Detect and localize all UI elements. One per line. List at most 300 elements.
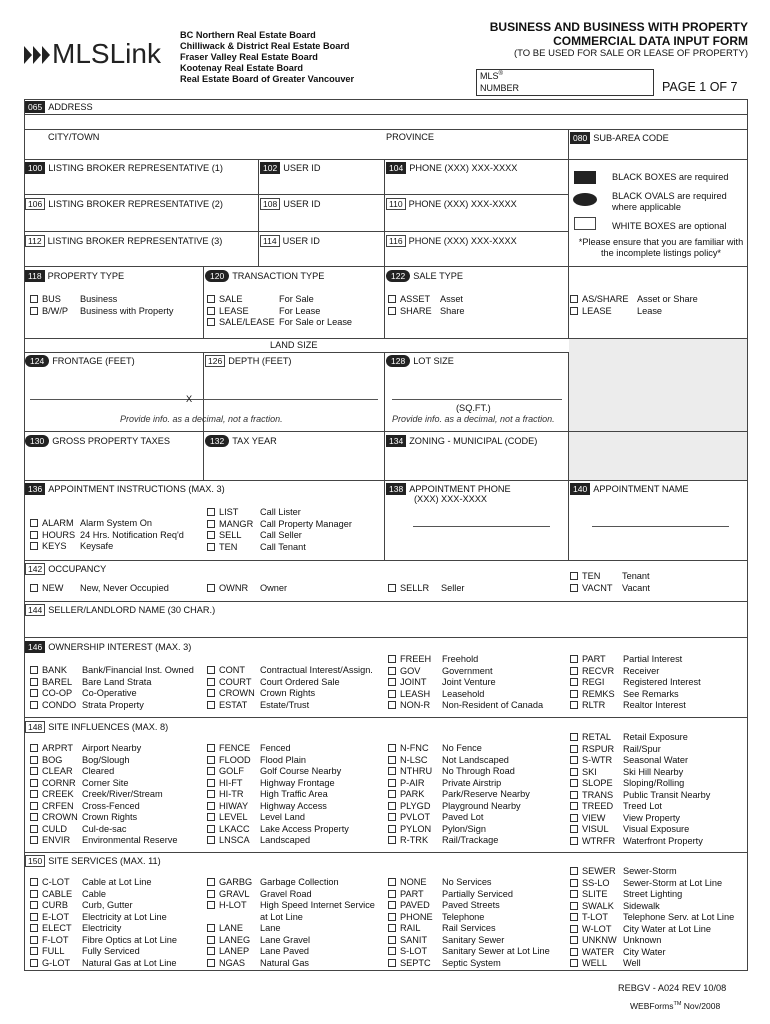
checkbox[interactable] — [388, 947, 396, 955]
option-row[interactable] — [207, 889, 387, 901]
option-description: Fenced — [260, 743, 291, 753]
checkbox[interactable] — [570, 913, 578, 921]
option-row[interactable] — [388, 294, 568, 306]
option-row[interactable] — [30, 518, 210, 530]
option-code: B/W/P — [42, 305, 69, 316]
option-row[interactable] — [207, 677, 387, 689]
option-code: HOURS — [42, 529, 76, 540]
checkbox[interactable] — [207, 543, 215, 551]
checkbox[interactable] — [30, 936, 38, 944]
legend-black-oval-icon — [573, 193, 597, 206]
checkbox[interactable] — [388, 667, 396, 675]
option-row[interactable] — [570, 654, 750, 666]
address-label[interactable]: 065 ADDRESS — [25, 101, 93, 113]
option-description: Visual Exposure — [623, 824, 690, 834]
checkbox[interactable] — [388, 584, 396, 592]
tax-year-label[interactable]: 132 TAX YEAR — [205, 435, 277, 447]
option-code: RLTR — [582, 700, 606, 710]
checkbox[interactable] — [30, 913, 38, 921]
broker-rep-1-label[interactable]: 100 LISTING BROKER REPRESENTATIVE (1) — [25, 162, 223, 174]
checkbox[interactable] — [388, 756, 396, 764]
checkbox[interactable] — [207, 531, 215, 539]
option-code: FULL — [42, 946, 65, 956]
option-row[interactable] — [30, 958, 210, 970]
option-code: CONT — [219, 665, 246, 675]
user-id-2-label[interactable]: 108 USER ID — [260, 198, 320, 210]
option-row[interactable] — [30, 583, 210, 595]
option-row[interactable] — [30, 688, 210, 700]
option-row[interactable] — [207, 542, 387, 554]
checkbox[interactable] — [207, 959, 215, 967]
checkbox[interactable] — [388, 307, 396, 315]
province-label[interactable]: PROVINCE — [386, 132, 434, 142]
checkbox[interactable] — [30, 295, 38, 303]
checkbox[interactable] — [207, 813, 215, 821]
option-code: KEYS — [42, 541, 67, 551]
option-row[interactable] — [388, 743, 568, 755]
checkbox[interactable] — [207, 878, 215, 886]
option-row[interactable] — [207, 507, 387, 519]
option-row[interactable] — [207, 877, 387, 889]
option-row[interactable] — [207, 958, 387, 970]
option-description: Gravel Road — [260, 888, 312, 899]
option-row[interactable] — [30, 935, 210, 947]
option-row[interactable] — [30, 801, 210, 813]
checkbox[interactable] — [30, 678, 38, 686]
option-row[interactable] — [30, 824, 210, 836]
option-row[interactable] — [30, 743, 210, 755]
option-description: Freehold — [442, 654, 479, 664]
checkbox[interactable] — [388, 924, 396, 932]
option-row[interactable] — [207, 688, 387, 700]
checkbox[interactable] — [388, 913, 396, 921]
checkbox[interactable] — [388, 901, 396, 909]
phone-2-label[interactable]: 110 PHONE (XXX) XXX-XXXX — [386, 198, 517, 210]
checkbox[interactable] — [570, 779, 578, 787]
checkbox[interactable] — [570, 572, 578, 580]
checkbox[interactable] — [207, 790, 215, 798]
user-id-1-label[interactable]: 102 USER ID — [260, 162, 320, 174]
checkbox[interactable] — [207, 295, 215, 303]
depth-label[interactable]: 126 DEPTH (FEET) — [205, 355, 292, 367]
option-row[interactable] — [388, 935, 568, 947]
option-row[interactable] — [388, 778, 568, 790]
subarea-label[interactable]: 080 SUB-AREA CODE — [570, 132, 669, 144]
option-row[interactable] — [30, 912, 210, 924]
ownership-options-b — [207, 665, 387, 711]
checkbox[interactable] — [207, 901, 215, 909]
zoning-label[interactable]: 134 ZONING - MUNICIPAL (CODE) — [386, 435, 537, 447]
option-row[interactable] — [570, 732, 750, 744]
checkbox[interactable] — [388, 936, 396, 944]
option-description: See Remarks — [623, 688, 679, 699]
checkbox[interactable] — [388, 655, 396, 663]
appt-name-label[interactable]: 140 APPOINTMENT NAME — [570, 483, 688, 495]
option-row[interactable] — [388, 654, 568, 666]
city-label[interactable]: CITY/TOWN — [48, 132, 100, 142]
option-row[interactable] — [207, 665, 387, 677]
checkbox[interactable] — [207, 701, 215, 709]
option-code: SALE/LEASE — [219, 317, 275, 327]
checkbox[interactable] — [207, 508, 215, 516]
occupancy-options-c — [388, 583, 568, 595]
option-description: Unknown — [623, 935, 662, 945]
option-description: Partially Serviced — [442, 888, 513, 899]
checkbox[interactable] — [30, 878, 38, 886]
option-row[interactable] — [30, 677, 210, 689]
checkbox[interactable] — [570, 701, 578, 709]
option-row[interactable] — [570, 744, 750, 756]
option-code: WTRFR — [582, 835, 616, 846]
option-row[interactable] — [30, 835, 210, 847]
checkbox[interactable] — [30, 802, 38, 810]
checkbox[interactable] — [207, 836, 215, 844]
checkbox[interactable] — [207, 689, 215, 697]
checkbox[interactable] — [388, 678, 396, 686]
checkbox[interactable] — [388, 890, 396, 898]
checkbox[interactable] — [30, 584, 38, 592]
checkbox[interactable] — [570, 925, 578, 933]
checkbox[interactable] — [570, 825, 578, 833]
option-code: CURB — [42, 900, 69, 910]
option-row[interactable] — [207, 583, 387, 595]
option-row[interactable] — [30, 778, 210, 790]
option-row[interactable] — [388, 889, 568, 901]
option-row[interactable] — [207, 778, 387, 790]
option-row[interactable] — [388, 700, 568, 712]
option-row[interactable] — [388, 789, 568, 801]
option-description: Lease — [637, 305, 663, 316]
checkbox[interactable] — [207, 756, 215, 764]
checkbox[interactable] — [30, 666, 38, 674]
option-row[interactable] — [570, 294, 750, 306]
site-services-options-a — [30, 877, 210, 969]
site-services-options-d — [570, 866, 750, 970]
option-row[interactable] — [388, 900, 568, 912]
option-code: RAIL — [400, 923, 421, 933]
option-row[interactable] — [570, 889, 750, 901]
option-row[interactable] — [388, 689, 568, 701]
checkbox[interactable] — [30, 924, 38, 932]
checkbox[interactable] — [388, 701, 396, 709]
phone-3-label[interactable]: 116 PHONE (XXX) XXX-XXXX — [386, 235, 517, 247]
option-row[interactable] — [30, 755, 210, 767]
ownership-options-a — [30, 665, 210, 711]
option-row[interactable] — [570, 689, 750, 701]
checkbox[interactable] — [207, 947, 215, 955]
option-row[interactable] — [570, 866, 750, 878]
option-row[interactable] — [388, 946, 568, 958]
option-row[interactable] — [30, 877, 210, 889]
option-code: G-LOT — [42, 957, 71, 968]
option-row[interactable] — [30, 766, 210, 778]
seller-name-label[interactable]: 144 SELLER/LANDLORD NAME (30 CHAR.) — [25, 604, 215, 616]
frontage-label[interactable]: 124 FRONTAGE (FEET) — [25, 355, 135, 367]
option-row[interactable] — [388, 812, 568, 824]
checkbox[interactable] — [207, 825, 215, 833]
option-row[interactable] — [570, 767, 750, 779]
option-code: PYLON — [400, 823, 432, 834]
option-row[interactable] — [570, 801, 750, 813]
option-code: HIWAY — [219, 800, 249, 811]
mls-label: MLS — [480, 71, 499, 81]
option-row[interactable] — [207, 935, 387, 947]
checkbox[interactable] — [388, 790, 396, 798]
option-row[interactable] — [207, 812, 387, 824]
checkbox[interactable] — [570, 802, 578, 810]
option-row[interactable] — [207, 306, 387, 318]
checkbox[interactable] — [207, 936, 215, 944]
checkbox[interactable] — [570, 756, 578, 764]
option-row[interactable] — [207, 294, 387, 306]
option-row[interactable] — [30, 665, 210, 677]
option-row[interactable] — [570, 901, 750, 913]
option-row[interactable] — [207, 923, 387, 935]
checkbox[interactable] — [570, 690, 578, 698]
checkbox[interactable] — [388, 295, 396, 303]
option-row[interactable] — [207, 755, 387, 767]
option-row[interactable] — [30, 946, 210, 958]
option-row[interactable] — [207, 530, 387, 542]
option-row[interactable] — [30, 294, 210, 306]
option-code: SEWER — [582, 866, 616, 876]
option-row[interactable] — [388, 835, 568, 847]
option-description: Corner Site — [82, 777, 129, 788]
option-code: MANGR — [219, 518, 254, 529]
ownership-options-c — [388, 654, 568, 712]
phone-1-label[interactable]: 104 PHONE (XXX) XXX-XXXX — [386, 162, 517, 174]
checkbox[interactable] — [570, 879, 578, 887]
option-row[interactable] — [388, 801, 568, 813]
checkbox[interactable] — [388, 836, 396, 844]
checkbox[interactable] — [30, 959, 38, 967]
option-description: City Water at Lot Line — [623, 923, 711, 934]
option-row[interactable] — [207, 946, 387, 958]
checkbox[interactable] — [388, 779, 396, 787]
checkbox[interactable] — [30, 947, 38, 955]
checkbox[interactable] — [30, 701, 38, 709]
option-row[interactable] — [570, 778, 750, 790]
option-row[interactable] — [570, 306, 750, 318]
checkbox[interactable] — [388, 690, 396, 698]
option-row[interactable] — [570, 790, 750, 802]
option-row[interactable] — [388, 824, 568, 836]
option-row[interactable] — [570, 677, 750, 689]
option-row[interactable] — [388, 677, 568, 689]
option-row[interactable] — [207, 835, 387, 847]
checkbox[interactable] — [570, 936, 578, 944]
option-row[interactable] — [207, 801, 387, 813]
option-row[interactable] — [570, 824, 750, 836]
option-description: Realtor Interest — [623, 700, 686, 710]
option-row[interactable] — [388, 766, 568, 778]
option-row[interactable] — [207, 743, 387, 755]
option-row[interactable] — [388, 306, 568, 318]
option-row[interactable] — [207, 824, 387, 836]
option-row[interactable] — [570, 666, 750, 678]
checkbox[interactable] — [570, 948, 578, 956]
checkbox[interactable] — [30, 689, 38, 697]
option-row[interactable] — [388, 912, 568, 924]
option-row[interactable] — [30, 530, 210, 542]
checkbox[interactable] — [570, 667, 578, 675]
option-row[interactable] — [30, 923, 210, 935]
option-code: F-LOT — [42, 934, 69, 945]
checkbox[interactable] — [207, 802, 215, 810]
option-row[interactable] — [570, 700, 750, 712]
checkbox[interactable] — [30, 542, 38, 550]
checkbox[interactable] — [207, 767, 215, 775]
checkbox[interactable] — [207, 584, 215, 592]
option-row[interactable] — [30, 306, 210, 318]
option-row[interactable] — [30, 900, 210, 912]
checkbox[interactable] — [388, 959, 396, 967]
option-row[interactable] — [570, 813, 750, 825]
option-row[interactable] — [30, 700, 210, 712]
option-description: Park/Reserve Nearby — [442, 789, 530, 799]
checkbox[interactable] — [207, 924, 215, 932]
broker-rep-2-label[interactable]: 106 LISTING BROKER REPRESENTATIVE (2) — [25, 198, 223, 210]
appt-phone-label[interactable]: 138 APPOINTMENT PHONE — [386, 483, 511, 495]
option-row[interactable] — [570, 924, 750, 936]
option-row[interactable] — [388, 666, 568, 678]
gross-taxes-label[interactable]: 130 GROSS PROPERTY TAXES — [25, 435, 170, 447]
option-code: CORNR — [42, 777, 76, 788]
checkbox[interactable] — [207, 678, 215, 686]
option-row[interactable] — [207, 912, 387, 924]
option-code: PART — [400, 888, 424, 899]
checkbox[interactable] — [570, 959, 578, 967]
checkbox[interactable] — [570, 678, 578, 686]
checkbox[interactable] — [207, 318, 215, 326]
option-row[interactable] — [570, 571, 750, 583]
option-row[interactable] — [388, 755, 568, 767]
checkbox[interactable] — [388, 744, 396, 752]
broker-rep-3-label[interactable]: 112 LISTING BROKER REPRESENTATIVE (3) — [25, 235, 222, 247]
mls-number-box[interactable] — [476, 69, 654, 96]
checkbox[interactable] — [570, 584, 578, 592]
option-description: Share — [440, 305, 465, 316]
option-row[interactable] — [570, 583, 750, 595]
option-description: High Speed Internet Service — [260, 900, 375, 910]
checkbox[interactable] — [30, 779, 38, 787]
option-description: Sanitary Sewer at Lot Line — [442, 946, 550, 956]
option-description: Telephone Serv. at Lot Line — [623, 912, 735, 922]
checkbox[interactable] — [388, 813, 396, 821]
option-row[interactable] — [207, 789, 387, 801]
option-row[interactable] — [570, 958, 750, 970]
shaded-area — [569, 339, 747, 431]
option-row[interactable] — [570, 755, 750, 767]
checkbox[interactable] — [30, 790, 38, 798]
checkbox[interactable] — [30, 890, 38, 898]
option-row[interactable] — [388, 958, 568, 970]
option-row[interactable] — [30, 541, 210, 553]
checkbox[interactable] — [388, 878, 396, 886]
option-row[interactable] — [207, 519, 387, 531]
checkbox[interactable] — [388, 767, 396, 775]
option-row[interactable] — [207, 900, 387, 912]
site-influences-options-a — [30, 743, 210, 847]
option-description: Co-Operative — [82, 688, 137, 698]
checkbox[interactable] — [207, 520, 215, 528]
checkbox[interactable] — [207, 779, 215, 787]
option-code: ARPRT — [42, 743, 73, 753]
option-row[interactable] — [388, 583, 568, 595]
option-description: Business with Property — [80, 305, 174, 316]
option-code: COURT — [219, 676, 252, 687]
option-row[interactable] — [570, 912, 750, 924]
option-row[interactable] — [570, 935, 750, 947]
checkbox[interactable] — [30, 531, 38, 539]
checkbox[interactable] — [570, 295, 578, 303]
checkbox[interactable] — [570, 745, 578, 753]
checkbox[interactable] — [388, 825, 396, 833]
option-description: Not Landscaped — [442, 754, 509, 765]
checkbox[interactable] — [207, 666, 215, 674]
lot-size-label[interactable]: 128 LOT SIZE — [386, 355, 454, 367]
checkbox[interactable] — [30, 307, 38, 315]
option-code: P-AIR — [400, 777, 425, 788]
option-row[interactable] — [570, 878, 750, 890]
checkbox[interactable] — [30, 744, 38, 752]
checkbox[interactable] — [30, 813, 38, 821]
option-code: TEN — [582, 571, 601, 581]
checkbox[interactable] — [207, 307, 215, 315]
option-code: NEW — [42, 583, 64, 593]
checkbox[interactable] — [570, 837, 578, 845]
checkbox[interactable] — [30, 901, 38, 909]
checkbox[interactable] — [207, 744, 215, 752]
checkbox[interactable] — [30, 825, 38, 833]
checkbox[interactable] — [570, 902, 578, 910]
user-id-3-label[interactable]: 114 USER ID — [260, 235, 320, 247]
option-code: GRAVL — [219, 888, 250, 899]
option-row[interactable] — [30, 789, 210, 801]
option-row[interactable] — [570, 836, 750, 848]
checkbox[interactable] — [570, 733, 578, 741]
option-row[interactable] — [30, 812, 210, 824]
checkbox[interactable] — [30, 756, 38, 764]
option-row[interactable] — [207, 766, 387, 778]
option-description: Rail/Spur — [623, 743, 661, 754]
option-row[interactable] — [207, 700, 387, 712]
option-row[interactable] — [388, 923, 568, 935]
appt-options-b — [207, 507, 387, 553]
option-row[interactable] — [570, 947, 750, 959]
option-code: VISUL — [582, 824, 609, 834]
checkbox[interactable] — [570, 791, 578, 799]
checkbox[interactable] — [570, 867, 578, 875]
option-code: LANEP — [219, 946, 250, 956]
checkbox[interactable] — [30, 767, 38, 775]
checkbox[interactable] — [570, 655, 578, 663]
checkbox[interactable] — [570, 890, 578, 898]
option-row[interactable] — [388, 877, 568, 889]
checkbox[interactable] — [388, 802, 396, 810]
checkbox[interactable] — [570, 814, 578, 822]
checkbox[interactable] — [207, 890, 215, 898]
checkbox[interactable] — [570, 307, 578, 315]
checkbox[interactable] — [570, 768, 578, 776]
checkbox[interactable] — [30, 836, 38, 844]
option-row[interactable] — [30, 889, 210, 901]
checkbox[interactable] — [30, 519, 38, 527]
appt-options-a — [30, 518, 210, 553]
option-code: RECVR — [582, 665, 615, 676]
option-row[interactable] — [207, 317, 387, 329]
option-code: REGI — [582, 677, 605, 687]
